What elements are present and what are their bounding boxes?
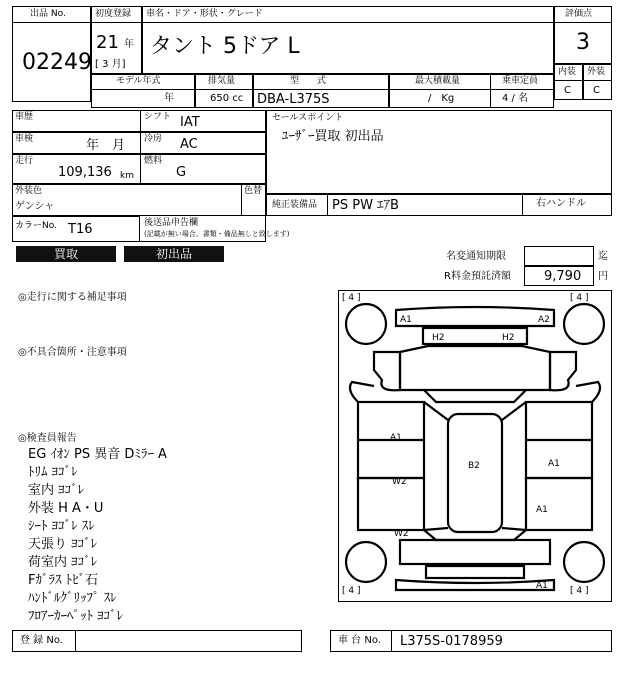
shift-value: IAT <box>180 115 200 130</box>
mark-a1-top: A1 <box>400 315 412 325</box>
mark-h2-left: H2 <box>432 333 445 343</box>
sales-point: ﾕｰｻﾞｰ買取 初出品 <box>282 129 384 144</box>
tire-front-right <box>564 304 604 344</box>
name-change-box <box>524 246 594 266</box>
name-change-unit: 迄 <box>598 251 608 262</box>
mileage-unit: km <box>120 171 134 181</box>
interior-label: 内装 <box>558 67 577 77</box>
mark-w2-left: W2 <box>392 477 407 487</box>
tire-rear-right <box>564 542 604 582</box>
grade-value: 3 <box>576 30 590 55</box>
rear-doc-label: 後送品申告欄 <box>144 218 199 228</box>
mark-b2: B2 <box>468 461 480 471</box>
ac-label: 冷房 <box>144 134 163 144</box>
right-pillar-bottom <box>502 528 526 530</box>
corner-tl: [ 4 ] <box>342 293 361 303</box>
front-left-fender <box>374 352 400 390</box>
color-no-label: カラーNo. <box>15 221 57 231</box>
color-no-value: T16 <box>68 222 93 237</box>
mark-w2-left2: W2 <box>394 529 409 539</box>
remark-line-7: Fｶﾞﾗｽ ﾄﾋﾞ石 <box>28 573 99 588</box>
remark-line-6: 荷室内 ﾖｺﾞﾚ <box>28 555 98 570</box>
chassis-value: L375S-0178959 <box>400 634 503 649</box>
remark-line-9: ﾌﾛｱｰｶｰﾍﾟｯﾄ ﾖｺﾞﾚ <box>28 609 124 624</box>
reg-year: 21 <box>96 32 119 53</box>
grade-label: 評価点 <box>565 9 593 19</box>
interior-value: C <box>564 85 571 96</box>
rear-bumper <box>396 580 554 590</box>
right-mirror <box>576 382 600 402</box>
front-right-fender <box>550 352 576 390</box>
remark-line-0: EG ｲｵﾝ PS 異音 Dﾐﾗｰ A <box>28 447 167 462</box>
remark-line-2: 室内 ﾖｺﾞﾚ <box>28 483 85 498</box>
inspection-value: 年 月 <box>86 138 126 153</box>
reg-label-line <box>91 6 142 23</box>
front-bumper <box>396 307 554 326</box>
tire-rear-left <box>346 542 386 582</box>
ac-value: AC <box>180 137 198 152</box>
exterior-value: C <box>593 85 600 96</box>
hood <box>400 346 550 390</box>
left-pillar-top <box>424 402 448 420</box>
recycle-label: R料金預託済額 <box>444 271 511 282</box>
remark-line-3: 外装 H A・U <box>28 501 104 516</box>
rear-doc-note: (記載が無い場合、書類・備品無しと致します) <box>144 230 290 238</box>
type-value: DBA-L375S <box>257 92 330 107</box>
recycle-value: 9,790 <box>544 269 582 284</box>
sales-point-label: セールスポイント <box>272 113 344 123</box>
corner-br: [ 4 ] <box>570 586 589 596</box>
fuel-value: G <box>176 165 187 180</box>
mark-a1-right2: A1 <box>536 505 548 515</box>
fuel-label: 燃料 <box>144 156 163 166</box>
equipment-value: PS PW ｴｱB <box>332 198 399 213</box>
equipment-label: 純正装備品 <box>272 200 318 210</box>
car-name: タント 5ドア L <box>150 34 300 59</box>
roof <box>448 414 502 532</box>
handle-value: 右ハンドル <box>536 198 586 209</box>
rear-hatch <box>400 540 550 564</box>
car-label: 車名・ドア・形状・グレード <box>146 9 263 19</box>
left-mirror <box>350 382 374 402</box>
displacement: 650 cc <box>210 93 244 104</box>
lot-no: 02249 <box>22 50 92 75</box>
reg-no-label: 登 録 No. <box>20 635 63 646</box>
model-year-unit: 年 <box>164 93 174 104</box>
tag-kaitori: 買取 <box>16 246 116 262</box>
mileage-label: 走行 <box>15 156 34 166</box>
displacement-label: 排気量 <box>208 76 236 86</box>
lot-no-label: 出品 No. <box>30 9 66 19</box>
right-rear-side <box>526 478 592 530</box>
name-change-label: 名変通知期限 <box>446 251 506 262</box>
corner-tr: [ 4 ] <box>570 293 589 303</box>
capacity-label: 乗車定員 <box>502 76 539 86</box>
reg-month: [ 3 月] <box>95 59 126 70</box>
mileage-value: 109,136 <box>58 165 112 180</box>
remark-line-8: ﾊﾝﾄﾞﾙｸﾞﾘｯﾌﾟ ｽﾚ <box>28 591 117 606</box>
corner-bl: [ 4 ] <box>342 586 361 596</box>
model-year-label: モデル年式 <box>116 76 161 86</box>
reg-label: 初度登録 <box>95 9 132 19</box>
exterior-label: 外装 <box>587 67 606 77</box>
supplement-label: ◎走行に関する補足事項 <box>18 292 127 303</box>
inspector-label: ◎検査員報告 <box>18 433 77 444</box>
reg-year-unit: 年 <box>124 39 134 50</box>
remark-line-1: ﾄﾘﾑ ﾖｺﾞﾚ <box>28 465 78 480</box>
mark-a1-bottom: A1 <box>536 581 548 591</box>
recycle-unit: 円 <box>598 271 608 282</box>
mark-a1-left: A1 <box>390 433 402 443</box>
shift-label: シフト <box>144 112 172 122</box>
windshield <box>424 390 526 402</box>
remark-line-4: ｼｰﾄ ﾖｺﾞﾚ ｽﾚ <box>28 519 95 534</box>
max-load: / Kg <box>428 93 455 104</box>
inspection-label: 車検 <box>15 134 34 144</box>
type-label: 型 式 <box>290 76 327 86</box>
mark-h2-right: H2 <box>502 333 515 343</box>
color-change-label: 色替 <box>244 186 263 196</box>
tire-front-left <box>346 304 386 344</box>
left-pillar-bottom <box>424 528 448 530</box>
defects-label: ◎不具合箇所・注意事項 <box>18 347 127 358</box>
right-pillar-top <box>502 402 526 420</box>
chassis-label: 車 台 No. <box>338 635 381 646</box>
max-load-label: 最大積載量 <box>415 76 461 86</box>
remark-line-5: 天張り ﾖｺﾞﾚ <box>28 537 98 552</box>
rear-plate <box>426 566 524 578</box>
tag-first-listing: 初出品 <box>124 246 224 262</box>
history-label: 車歴 <box>15 112 34 122</box>
mark-a2-top: A2 <box>538 315 550 325</box>
car-diagram <box>338 290 612 602</box>
capacity: 4 / 名 <box>502 93 529 104</box>
color-label: 外装色 <box>15 186 43 196</box>
mark-a1-right: A1 <box>548 459 560 469</box>
left-rear-side <box>358 478 424 530</box>
color-value: ゲンシャ <box>15 201 55 212</box>
